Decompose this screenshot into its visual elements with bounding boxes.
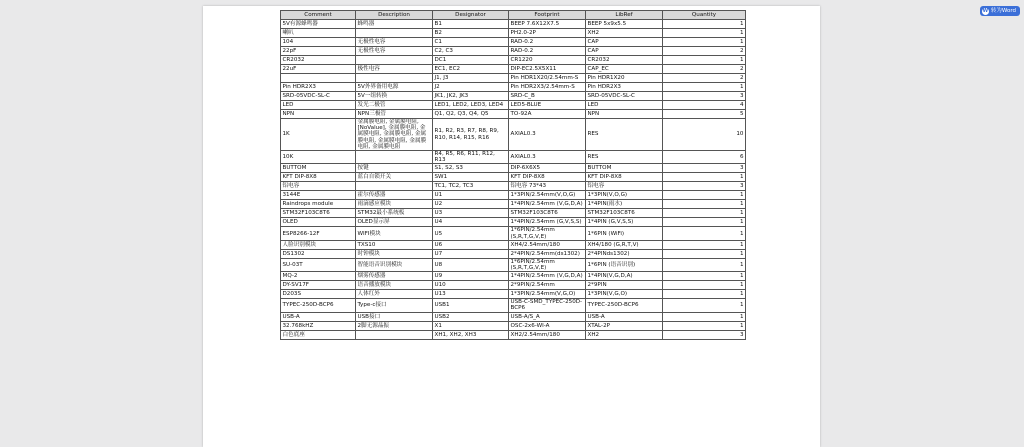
- table-row: [281, 164, 746, 173]
- comment-cell: CR2032: [281, 56, 356, 65]
- footprint-cell: 1*3PIN/2.54mm(V,O,G): [509, 191, 586, 200]
- table-row: [281, 83, 746, 92]
- comment-cell: 白色底座: [281, 330, 356, 339]
- description-cell: NPN三极管: [356, 110, 433, 119]
- column-header-libref: LibRef: [586, 11, 663, 20]
- description-cell: 蜂鸣器: [356, 20, 433, 29]
- description-cell: [356, 74, 433, 83]
- quantity-cell: 1: [663, 258, 746, 271]
- footprint-cell: BEEP 7.6X12X7.5: [509, 20, 586, 29]
- footprint-cell: CR1220: [509, 56, 586, 65]
- designator-cell: R1, R2, R3, R7, R8, R9, R10, R14, R15, R16: [433, 119, 509, 151]
- description-cell: [356, 330, 433, 339]
- designator-cell: U9: [433, 272, 509, 281]
- description-cell: 金属膜电阻, 金属膜电阻, [NoValue], 金属膜电阻, 金属膜电阻, 金属膜电阻, 金属膜电阻, 金属膜电阻, 金属膜电阻, 金属膜电阻: [356, 119, 433, 151]
- quantity-cell: 1: [663, 200, 746, 209]
- libref-cell: 铝电容: [586, 182, 663, 191]
- libref-cell: BEEP 5x9x5.5: [586, 20, 663, 29]
- designator-cell: U8: [433, 258, 509, 271]
- table-row: [281, 272, 746, 281]
- designator-cell: U13: [433, 290, 509, 299]
- comment-cell: Pin HDR2X3: [281, 83, 356, 92]
- footprint-cell: Pin HDR1X20/2.54mm-S: [509, 74, 586, 83]
- column-header-footprint: Footprint: [509, 11, 586, 20]
- comment-cell: 铝电容: [281, 182, 356, 191]
- bom-table-body: [281, 20, 746, 340]
- description-cell: 按键: [356, 164, 433, 173]
- footprint-cell: 铝电容 73*43: [509, 182, 586, 191]
- quantity-cell: 3: [663, 330, 746, 339]
- libref-cell: 1*4PIN(雨水): [586, 200, 663, 209]
- table-row: [281, 38, 746, 47]
- footprint-cell: LED5-BLUE: [509, 101, 586, 110]
- designator-cell: LED1, LED2, LED3, LED4: [433, 101, 509, 110]
- footprint-cell: DIP-EC2.5X5X11: [509, 65, 586, 74]
- description-cell: 无极性电容: [356, 38, 433, 47]
- quantity-cell: 10: [663, 119, 746, 151]
- comment-cell: 1K: [281, 119, 356, 151]
- designator-cell: B1: [433, 20, 509, 29]
- libref-cell: 1*3PIN(V,O,G): [586, 191, 663, 200]
- libref-cell: NPN: [586, 110, 663, 119]
- designator-cell: XH1, XH2, XH3: [433, 330, 509, 339]
- footprint-cell: 1*6PIN/2.54mm (S,R,T,G,V,E): [509, 227, 586, 240]
- table-row: [281, 92, 746, 101]
- description-cell: 时钟模块: [356, 249, 433, 258]
- libref-cell: LED: [586, 101, 663, 110]
- table-row: [281, 173, 746, 182]
- quantity-cell: 3: [663, 92, 746, 101]
- table-row: [281, 151, 746, 164]
- libref-cell: XH4/180 (G,R,T,V): [586, 240, 663, 249]
- table-row: [281, 101, 746, 110]
- table-row: [281, 29, 746, 38]
- designator-cell: EC1, EC2: [433, 65, 509, 74]
- description-cell: [356, 56, 433, 65]
- table-row: [281, 119, 746, 151]
- comment-cell: OLED: [281, 218, 356, 227]
- column-header-designator: Designator: [433, 11, 509, 20]
- footprint-cell: AXIAL0.3: [509, 119, 586, 151]
- description-cell: 霍尔传感器: [356, 191, 433, 200]
- comment-cell: 22uF: [281, 65, 356, 74]
- description-cell: 雨滴感应模块: [356, 200, 433, 209]
- designator-cell: USB1: [433, 299, 509, 312]
- libref-cell: XH2: [586, 29, 663, 38]
- comment-cell: 3144E: [281, 191, 356, 200]
- footprint-cell: 1*4PIN/2.54mm (G,V,S,S): [509, 218, 586, 227]
- description-cell: STM32最小系统板: [356, 209, 433, 218]
- footprint-cell: XH4/2.54mm/180: [509, 240, 586, 249]
- footprint-cell: 2*4PIN/2.54mm(ds1302): [509, 249, 586, 258]
- designator-cell: DC1: [433, 56, 509, 65]
- word-icon: W: [982, 7, 989, 14]
- description-cell: 人体红外: [356, 290, 433, 299]
- quantity-cell: 1: [663, 209, 746, 218]
- libref-cell: CR2032: [586, 56, 663, 65]
- quantity-cell: 4: [663, 101, 746, 110]
- libref-cell: Pin HDR1X20: [586, 74, 663, 83]
- libref-cell: RES: [586, 119, 663, 151]
- designator-cell: J2: [433, 83, 509, 92]
- table-row: [281, 56, 746, 65]
- comment-cell: 104: [281, 38, 356, 47]
- table-row: [281, 330, 746, 339]
- designator-cell: C2, C3: [433, 47, 509, 56]
- quantity-cell: 2: [663, 74, 746, 83]
- description-cell: WIFI模块: [356, 227, 433, 240]
- libref-cell: XTAL-2P: [586, 321, 663, 330]
- table-row: [281, 299, 746, 312]
- table-row: [281, 209, 746, 218]
- footprint-cell: RAD-0.2: [509, 38, 586, 47]
- comment-cell: SU-03T: [281, 258, 356, 271]
- libref-cell: 1*4PIN(V,G,D,A): [586, 272, 663, 281]
- convert-to-word-button[interactable]: [980, 6, 1020, 16]
- quantity-cell: 1: [663, 218, 746, 227]
- comment-cell: LED: [281, 101, 356, 110]
- table-row: [281, 74, 746, 83]
- quantity-cell: 1: [663, 290, 746, 299]
- column-header-description: Description: [356, 11, 433, 20]
- table-row: [281, 249, 746, 258]
- description-cell: 发光二极管: [356, 101, 433, 110]
- table-row: [281, 200, 746, 209]
- quantity-cell: 6: [663, 151, 746, 164]
- description-cell: Type-c接口: [356, 299, 433, 312]
- quantity-cell: 1: [663, 29, 746, 38]
- libref-cell: 1*3PIN(V,G,O): [586, 290, 663, 299]
- table-row: [281, 20, 746, 29]
- footprint-cell: STM32F103C8T6: [509, 209, 586, 218]
- libref-cell: BUTTOM: [586, 164, 663, 173]
- footprint-cell: OSC-2x6-WI-A: [509, 321, 586, 330]
- footprint-cell: TO-92A: [509, 110, 586, 119]
- quantity-cell: 1: [663, 38, 746, 47]
- quantity-cell: 1: [663, 281, 746, 290]
- designator-cell: U10: [433, 281, 509, 290]
- comment-cell: D203S: [281, 290, 356, 299]
- comment-cell: 喇叭: [281, 29, 356, 38]
- quantity-cell: 1: [663, 191, 746, 200]
- designator-cell: SW1: [433, 173, 509, 182]
- quantity-cell: 1: [663, 20, 746, 29]
- designator-cell: U3: [433, 209, 509, 218]
- libref-cell: 2*4PINds1302): [586, 249, 663, 258]
- footprint-cell: 1*3PIN/2.54mm(V,G,O): [509, 290, 586, 299]
- footprint-cell: SRD-C_B: [509, 92, 586, 101]
- comment-cell: ESP8266-12F: [281, 227, 356, 240]
- footprint-cell: DIP-6X6X5: [509, 164, 586, 173]
- description-cell: 蓝白自锁开关: [356, 173, 433, 182]
- description-cell: [356, 182, 433, 191]
- footprint-cell: XH2/2.54mm/180: [509, 330, 586, 339]
- convert-to-word-label: 转为Word: [990, 8, 1016, 14]
- table-row: [281, 290, 746, 299]
- quantity-cell: 1: [663, 272, 746, 281]
- footprint-cell: 2*9PIN/2.54mm: [509, 281, 586, 290]
- description-cell: USB接口: [356, 312, 433, 321]
- comment-cell: 22pF: [281, 47, 356, 56]
- comment-cell: SRD-05VDC-SL-C: [281, 92, 356, 101]
- comment-cell: USB-A: [281, 312, 356, 321]
- quantity-cell: 1: [663, 173, 746, 182]
- designator-cell: USB2: [433, 312, 509, 321]
- footprint-cell: AXIAL0.3: [509, 151, 586, 164]
- comment-cell: 5V有源蜂鸣器: [281, 20, 356, 29]
- description-cell: 5V外界备用电源: [356, 83, 433, 92]
- libref-cell: CAP: [586, 47, 663, 56]
- comment-cell: DS1302: [281, 249, 356, 258]
- table-row: [281, 47, 746, 56]
- designator-cell: U6: [433, 240, 509, 249]
- comment-cell: TYPEC-250D-BCP6: [281, 299, 356, 312]
- footprint-cell: 1*4PIN/2.54mm (V,G,D,A): [509, 200, 586, 209]
- libref-cell: XH2: [586, 330, 663, 339]
- libref-cell: 2*9PIN: [586, 281, 663, 290]
- table-row: [281, 312, 746, 321]
- libref-cell: CAP: [586, 38, 663, 47]
- footprint-cell: 1*6PIN/2.54mm (S,R,T,G,V,E): [509, 258, 586, 271]
- description-cell: 语音播放模块: [356, 281, 433, 290]
- table-row: [281, 281, 746, 290]
- quantity-cell: 1: [663, 56, 746, 65]
- designator-cell: U5: [433, 227, 509, 240]
- comment-cell: 32.768kHZ: [281, 321, 356, 330]
- comment-cell: 10K: [281, 151, 356, 164]
- column-header-comment: Comment: [281, 11, 356, 20]
- designator-cell: S1, S2, S3: [433, 164, 509, 173]
- comment-cell: BUTTOM: [281, 164, 356, 173]
- comment-cell: STM32F103C8T6: [281, 209, 356, 218]
- comment-cell: DY-SV17F: [281, 281, 356, 290]
- table-row: [281, 258, 746, 271]
- comment-cell: KFT DIP-8X8: [281, 173, 356, 182]
- quantity-cell: 5: [663, 110, 746, 119]
- footprint-cell: 1*4PIN/2.54mm (V,G,D,A): [509, 272, 586, 281]
- libref-cell: TYPEC-250D-BCP6: [586, 299, 663, 312]
- libref-cell: Pin HDR2X3: [586, 83, 663, 92]
- description-cell: OLED显示屏: [356, 218, 433, 227]
- quantity-cell: 2: [663, 65, 746, 74]
- footprint-cell: USB-C-SMD_TYPEC-250D-BCP6: [509, 299, 586, 312]
- table-row: [281, 110, 746, 119]
- designator-cell: J1, J3: [433, 74, 509, 83]
- designator-cell: C1: [433, 38, 509, 47]
- designator-cell: JK1, JK2, JK3: [433, 92, 509, 101]
- footprint-cell: USB-A/S_A: [509, 312, 586, 321]
- designator-cell: U1: [433, 191, 509, 200]
- designator-cell: B2: [433, 29, 509, 38]
- quantity-cell: 2: [663, 47, 746, 56]
- table-row: [281, 227, 746, 240]
- quantity-cell: 3: [663, 182, 746, 191]
- libref-cell: USB-A: [586, 312, 663, 321]
- quantity-cell: 1: [663, 83, 746, 92]
- table-row: [281, 191, 746, 200]
- designator-cell: TC1, TC2, TC3: [433, 182, 509, 191]
- libref-cell: 1*6PIN (WiFi): [586, 227, 663, 240]
- description-cell: TXS10: [356, 240, 433, 249]
- description-cell: 极性电容: [356, 65, 433, 74]
- comment-cell: Raindrops module: [281, 200, 356, 209]
- description-cell: 智能语音识别模块: [356, 258, 433, 271]
- libref-cell: CAP_EC: [586, 65, 663, 74]
- quantity-cell: 3: [663, 164, 746, 173]
- quantity-cell: 1: [663, 249, 746, 258]
- quantity-cell: 1: [663, 227, 746, 240]
- description-cell: [356, 29, 433, 38]
- quantity-cell: 1: [663, 240, 746, 249]
- description-cell: 2脚无源晶振: [356, 321, 433, 330]
- comment-cell: [281, 74, 356, 83]
- libref-cell: 1*6PIN (语音识别): [586, 258, 663, 271]
- table-row: [281, 65, 746, 74]
- quantity-cell: 1: [663, 321, 746, 330]
- table-row: [281, 218, 746, 227]
- libref-cell: SRD-05VDC-SL-C: [586, 92, 663, 101]
- table-row: [281, 240, 746, 249]
- bom-table: [280, 10, 746, 340]
- comment-cell: MQ-2: [281, 272, 356, 281]
- libref-cell: STM32F103C8T6: [586, 209, 663, 218]
- table-row: [281, 321, 746, 330]
- designator-cell: U2: [433, 200, 509, 209]
- designator-cell: Q1, Q2, Q3, Q4, Q5: [433, 110, 509, 119]
- designator-cell: R4, R5, R6, R11, R12, R13: [433, 151, 509, 164]
- footprint-cell: KFT DIP-8X8: [509, 173, 586, 182]
- quantity-cell: 1: [663, 312, 746, 321]
- designator-cell: U4: [433, 218, 509, 227]
- designator-cell: U7: [433, 249, 509, 258]
- description-cell: 无极性电容: [356, 47, 433, 56]
- description-cell: 烟雾传感器: [356, 272, 433, 281]
- comment-cell: 人脸识别模块: [281, 240, 356, 249]
- libref-cell: RES: [586, 151, 663, 164]
- comment-cell: NPN: [281, 110, 356, 119]
- table-header-row: [281, 11, 746, 20]
- table-row: [281, 182, 746, 191]
- footprint-cell: Pin HDR2X3/2.54mm-S: [509, 83, 586, 92]
- libref-cell: 1*4PIN (G,V,S,S): [586, 218, 663, 227]
- description-cell: 5V一组转换: [356, 92, 433, 101]
- quantity-cell: 1: [663, 299, 746, 312]
- document-page: [203, 6, 820, 447]
- description-cell: [356, 151, 433, 164]
- designator-cell: X1: [433, 321, 509, 330]
- column-header-quantity: Quantity: [663, 11, 746, 20]
- libref-cell: KFT DIP-8X8: [586, 173, 663, 182]
- footprint-cell: RAD-0.2: [509, 47, 586, 56]
- footprint-cell: PH2.0-2P: [509, 29, 586, 38]
